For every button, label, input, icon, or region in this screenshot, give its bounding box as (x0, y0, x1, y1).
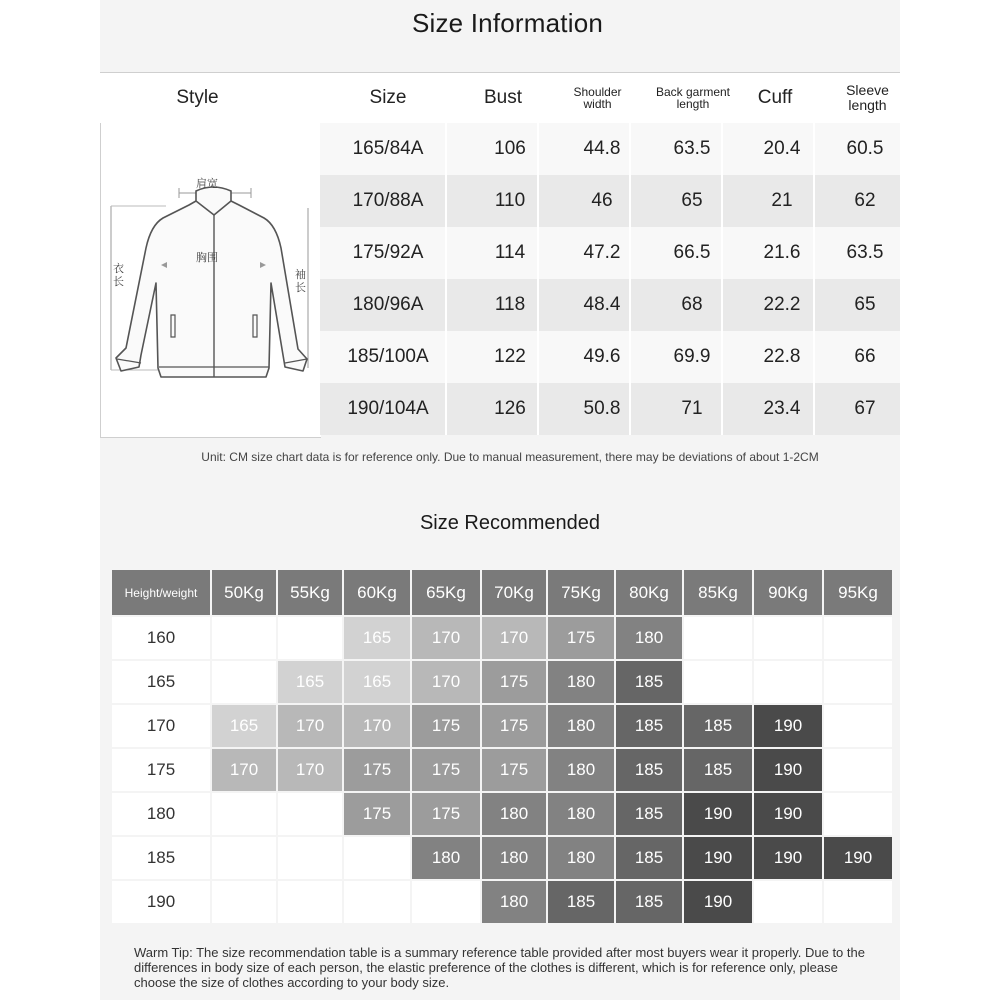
header-shoulder-width: Shoulder width (573, 85, 622, 111)
warm-tip: Warm Tip: The size recommendation table is a summary reference table provided after most buyers wear it properly. Due to the differences in body size of each person, the elastic preference of the clothes is different, which is for reference only, please choose the size of clothes according to your body size. (134, 945, 865, 990)
size-table-cell: 185/100A (347, 346, 429, 367)
size-table-cell: 118 (494, 294, 526, 315)
size-table-cell: 46 (591, 190, 613, 211)
recommended-size-cell: 190 (824, 837, 892, 879)
height-label: 165 (112, 661, 210, 703)
jacket-diagram-panel (100, 123, 321, 438)
recommended-size-cell: 175 (482, 661, 546, 703)
unit-note: Unit: CM size chart data is for reference only. Due to manual measurement, there may be deviations of about 1-2CM (201, 450, 819, 464)
size-table-cell: 65 (854, 294, 876, 315)
recommended-size-cell: 170 (212, 749, 276, 791)
size-table-cell: 106 (494, 138, 526, 159)
column-divider (537, 123, 539, 435)
recommended-size-cell: 190 (684, 793, 752, 835)
recommended-size-cell: 180 (412, 837, 480, 879)
height-label: 180 (112, 793, 210, 835)
weight-header: 80Kg (616, 570, 682, 615)
header-size: Size (369, 87, 407, 108)
recommended-size-cell: 170 (278, 705, 342, 747)
size-table-cell: 23.4 (763, 398, 801, 419)
recommended-size-cell: 180 (482, 837, 546, 879)
size-table-cell: 20.4 (763, 138, 801, 159)
recommended-size-cell: 175 (344, 749, 410, 791)
recommended-size-cell: 185 (616, 793, 682, 835)
recommended-size-cell: 170 (412, 661, 480, 703)
recommended-size-cell: 180 (548, 749, 614, 791)
recommended-size-cell: 180 (482, 881, 546, 923)
empty-cell (412, 881, 480, 923)
size-recommended-title: Size Recommended (419, 512, 601, 534)
size-table-cell: 114 (494, 242, 526, 263)
height-label: 170 (112, 705, 210, 747)
column-divider (445, 123, 447, 435)
empty-cell (824, 793, 892, 835)
header-style: Style (176, 87, 219, 108)
empty-cell (754, 661, 822, 703)
header-bust: Bust (483, 87, 523, 108)
recommended-size-cell: 175 (548, 617, 614, 659)
recommended-size-cell: 180 (548, 793, 614, 835)
size-table-cell: 71 (681, 398, 703, 419)
size-table-header (100, 72, 900, 124)
recommended-size-cell: 180 (548, 837, 614, 879)
size-information-table (100, 72, 900, 438)
recommended-size-cell: 190 (684, 837, 752, 879)
recommended-size-cell: 175 (482, 749, 546, 791)
size-table-cell: 67 (854, 398, 876, 419)
recommended-size-cell: 190 (754, 837, 822, 879)
diagram-label-shoulder: 肩宽 (196, 178, 218, 190)
recommended-size-cell: 185 (548, 881, 614, 923)
diagram-label-chest: 胸围 (196, 252, 218, 264)
size-table-cell: 69.9 (673, 346, 711, 367)
recommended-size-cell: 170 (482, 617, 546, 659)
recommended-size-cell: 165 (278, 661, 342, 703)
size-table-cell: 21.6 (763, 242, 801, 263)
header-back-garment-length: Back garment length (655, 85, 731, 111)
size-table-cell: 21 (771, 190, 793, 211)
empty-cell (824, 705, 892, 747)
recommended-size-cell: 170 (412, 617, 480, 659)
diagram-label-length: 衣长 (113, 263, 124, 288)
recommended-size-cell: 190 (684, 881, 752, 923)
empty-cell (212, 837, 276, 879)
height-label: 190 (112, 881, 210, 923)
recommended-size-cell: 180 (548, 661, 614, 703)
empty-cell (212, 617, 276, 659)
weight-header: 95Kg (824, 570, 892, 615)
jacket-diagram-icon (101, 123, 321, 437)
recommended-size-cell: 175 (482, 705, 546, 747)
size-table-cell: 126 (494, 398, 526, 419)
size-information-title: Size Information (411, 8, 604, 38)
empty-cell (278, 793, 342, 835)
size-table-cell: 49.6 (583, 346, 621, 367)
size-table-cell: 175/92A (352, 242, 424, 263)
recommended-size-cell: 175 (412, 793, 480, 835)
size-table-cell: 122 (494, 346, 526, 367)
empty-cell (824, 661, 892, 703)
empty-cell (212, 661, 276, 703)
recommended-size-cell: 190 (754, 793, 822, 835)
weight-header: 85Kg (684, 570, 752, 615)
size-table-cell: 180/96A (352, 294, 424, 315)
recommended-size-cell: 165 (344, 617, 410, 659)
recommended-size-cell: 180 (616, 617, 682, 659)
empty-cell (684, 617, 752, 659)
empty-cell (344, 837, 410, 879)
height-label: 185 (112, 837, 210, 879)
size-table-cell: 44.8 (583, 138, 621, 159)
size-table-cell: 190/104A (347, 398, 429, 419)
recommended-size-cell: 170 (344, 705, 410, 747)
recommended-size-cell: 175 (412, 705, 480, 747)
recommended-size-cell: 190 (754, 749, 822, 791)
height-label: 175 (112, 749, 210, 791)
size-table-cell: 63.5 (673, 138, 711, 159)
recommended-size-cell: 165 (212, 705, 276, 747)
weight-header: 70Kg (482, 570, 546, 615)
recommended-size-cell: 180 (548, 705, 614, 747)
size-table-cell: 165/84A (352, 138, 424, 159)
empty-cell (754, 617, 822, 659)
empty-cell (278, 617, 342, 659)
empty-cell (212, 793, 276, 835)
recommended-size-cell: 185 (684, 749, 752, 791)
size-table-cell: 170/88A (352, 190, 424, 211)
size-table-cell: 65 (681, 190, 703, 211)
empty-cell (278, 881, 342, 923)
header-sleeve-length: Sleeve length (846, 82, 889, 113)
weight-header: 50Kg (212, 570, 276, 615)
recommended-size-cell: 175 (412, 749, 480, 791)
recommended-size-cell: 185 (684, 705, 752, 747)
height-label: 160 (112, 617, 210, 659)
column-divider (813, 123, 815, 435)
diagram-label-sleeve: 袖长 (295, 269, 306, 294)
size-table-cell: 22.2 (763, 294, 801, 315)
size-table-cell: 62 (854, 190, 876, 211)
recommended-size-cell: 185 (616, 881, 682, 923)
empty-cell (824, 881, 892, 923)
empty-cell (754, 881, 822, 923)
empty-cell (824, 749, 892, 791)
recommended-size-cell: 185 (616, 837, 682, 879)
size-table-cell: 63.5 (846, 242, 884, 263)
recommended-size-cell: 185 (616, 705, 682, 747)
weight-header: 75Kg (548, 570, 614, 615)
recommended-size-cell: 185 (616, 661, 682, 703)
recommended-size-cell: 170 (278, 749, 342, 791)
grid-corner-header: Height/weight (112, 570, 210, 615)
header-cuff: Cuff (757, 87, 793, 108)
size-table-cell: 110 (494, 190, 526, 211)
empty-cell (278, 837, 342, 879)
size-table-cell: 66.5 (673, 242, 711, 263)
recommended-size-cell: 165 (344, 661, 410, 703)
weight-header: 60Kg (344, 570, 410, 615)
empty-cell (212, 881, 276, 923)
weight-header: 55Kg (278, 570, 342, 615)
size-table-cell: 22.8 (763, 346, 801, 367)
weight-header: 65Kg (412, 570, 480, 615)
empty-cell (344, 881, 410, 923)
size-table-cell: 47.2 (583, 242, 621, 263)
empty-cell (684, 661, 752, 703)
column-divider (721, 123, 723, 435)
size-table-cell: 66 (854, 346, 876, 367)
size-table-cell: 48.4 (583, 294, 621, 315)
size-table-cell: 50.8 (583, 398, 621, 419)
recommended-size-cell: 180 (482, 793, 546, 835)
weight-header: 90Kg (754, 570, 822, 615)
column-divider (629, 123, 631, 435)
empty-cell (824, 617, 892, 659)
size-table-cell: 60.5 (846, 138, 884, 159)
recommended-size-cell: 190 (754, 705, 822, 747)
recommended-size-cell: 175 (344, 793, 410, 835)
size-table-cell: 68 (681, 294, 703, 315)
recommended-size-cell: 185 (616, 749, 682, 791)
